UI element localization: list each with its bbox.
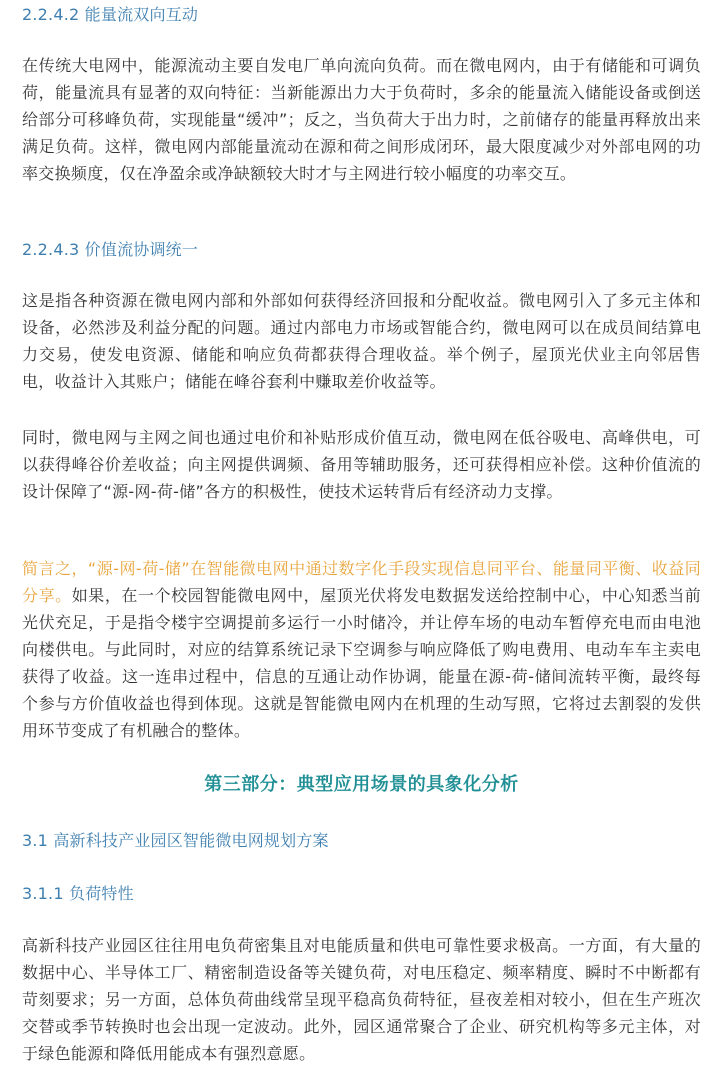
paragraph-load-characteristics: 高新科技产业园区往往用电负荷密集且对电能质量和供电可靠性要求极高。一方面，有大量的数据中心、半导体工厂、精密制造设备等关键负荷，对电压稳定、频率精度、瞬时不中断都有苛刻要求；另一方面，总体负荷曲线常呈现平稳高负荷特征，昼夜差相对较小，但在生产班次交替或季节转换时也会出现一定波动。此外，园区通常聚合了企业、研究机构等多元主体，对于绿色能源和降低用能成本有强烈意愿。 — [22, 936, 701, 1063]
summary-rest-text: 如果，在一个校园智能微电网中，屋顶光伏将发电数据发送给控制中心，中心知悉当前光伏充足，于是指令楼宇空调提前多运行一小时储冷，并让停车场的电动车暂停充电而由电池向楼供电。与此同时，对应的结算系统记录下空调参与响应降低了购电费用、电动车车主卖电获得了收益。这一连串过程中，信息的互通让动作协调，能量在源-荷-储间流转平衡，最终每个参与方价值收益也得到体现。这就是智能微电网内在机理的生动写照，它将过去割裂的发供用环节变成了有机融合的整体。 — [22, 586, 701, 740]
summary-highlight-text: 简言之，“源-网-荷-储”在智能微电网中通过数字化手段实现信息同平台、能量同平衡、收益同分享。 — [22, 559, 701, 605]
heading-3-1-1: 3.1.1 负荷特性 — [22, 884, 134, 903]
paragraph-summary — [22, 555, 701, 744]
heading-2-2-4-3: 2.2.4.3 价值流协调统一 — [22, 240, 199, 259]
paragraph-value-flow-1: 这是指各种资源在微电网内部和外部如何获得经济回报和分配收益。微电网引入了多元主体和设备，必然涉及利益分配的问题。通过内部电力市场或智能合约，微电网可以在成员间结算电力交易，使发电资源、储能和响应负荷都获得合理收益。举个例子，屋顶光伏业主向邻居售电，收益计入其账户；储能在峰谷套利中赚取差价收益等。 — [22, 291, 701, 391]
paragraph-energy-flow: 在传统大电网中，能源流动主要自发电厂单向流向负荷。而在微电网内，由于有储能和可调负荷，能量流具有显著的双向特征：当新能源出力大于负荷时，多余的能量流入储能设备或倒送给部分可移峰负荷，实现能量“缓冲”；反之，当负荷大于出力时，之前储存的能量再释放出来满足负荷。这样，微电网内部能量流动在源和荷之间形成闭环，最大限度减少对外部电网的功率交换频度，仅在净盈余或净缺额较大时才与主网进行较小幅度的功率交互。 — [22, 56, 701, 183]
paragraph-value-flow-2: 同时，微电网与主网之间也通过电价和补贴形成价值互动，微电网在低谷吸电、高峰供电，可以获得峰谷价差收益；向主网提供调频、备用等辅助服务，还可获得相应补偿。这种价值流的设计保障了“源-网-荷-储”各方的积极性，使技术运转背后有经济动力支撑。 — [22, 428, 701, 501]
section-title-part-3: 第三部分：典型应用场景的具象化分析 — [204, 774, 519, 795]
heading-2-2-4-2: 2.2.4.2 能量流双向互动 — [22, 5, 199, 24]
heading-3-1: 3.1 高新科技产业园区智能微电网规划方案 — [22, 831, 329, 850]
